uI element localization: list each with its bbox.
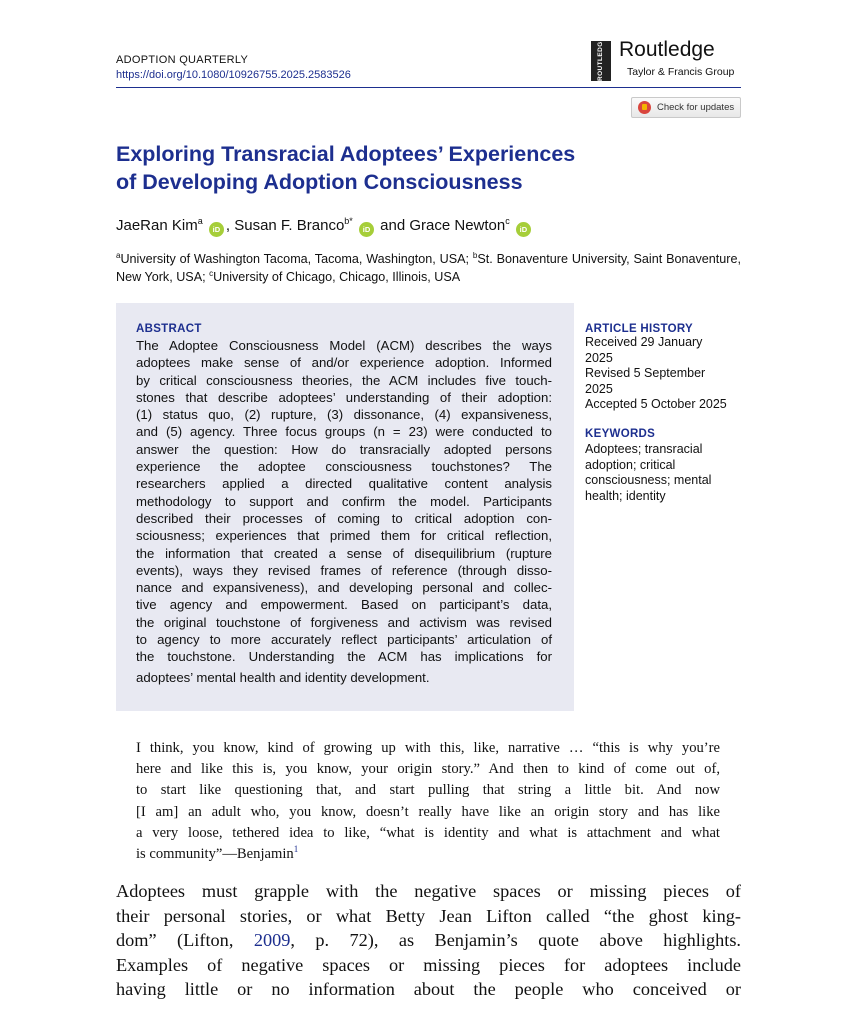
routledge-logo-icon: ROUTLEDGE xyxy=(591,41,611,81)
doi-link[interactable]: https://doi.org/10.1080/10926755.2025.2583526 xyxy=(116,69,351,81)
abstract-line: the information that created a sense of disequilibrium (rupture xyxy=(136,545,552,561)
orcid-icon[interactable]: iD xyxy=(209,222,224,237)
quote-line: a very loose, tethered idea to like, “what is identity and what is attachment and what xyxy=(136,824,720,841)
affil-sup: c xyxy=(209,268,214,278)
abstract-line: tive agency and empowerment. Based on participant’s data, xyxy=(136,597,552,613)
affil-sup: b xyxy=(472,250,478,260)
quote-last-line xyxy=(136,844,720,865)
abstract-line: by critical consciousness theories, the ACM includes five touch- xyxy=(136,372,552,388)
abstract-line: events), ways they revised frames of reference (through disso- xyxy=(136,562,552,578)
keyword-line: adoption; critical xyxy=(585,457,676,472)
footnote-link[interactable]: 1 xyxy=(293,844,299,855)
abstract-line: sciousness; experiences that primed them for critical reflection, xyxy=(136,528,552,544)
quote-line: is community”—Benjamin xyxy=(136,845,294,862)
body-line: having little or no information about the people who conceived or xyxy=(116,979,741,999)
publisher-name: Routledge xyxy=(619,38,715,61)
orcid-icon[interactable]: iD xyxy=(516,222,531,237)
body-text: dom” (Lifton, xyxy=(116,930,254,950)
quote-line: I think, you know, kind of growing up with this, like, narrative … “this is why you’re xyxy=(136,740,720,756)
history-line: 2025 xyxy=(585,381,613,396)
article-history xyxy=(585,323,745,413)
check-for-updates-label: Check for updates xyxy=(657,102,735,113)
abstract-line: researchers applied a directed qualitative content analysis xyxy=(136,476,552,492)
abstract-line: experience the adoptee consciousness touchstones? The xyxy=(136,459,552,475)
affil-text: University of Washington Tacoma, Tacoma, Washington, USA; xyxy=(120,252,473,266)
abstract-line: (1) status quo, (2) rupture, (3) dissonance, (4) expansiveness, xyxy=(136,407,552,423)
publisher-subtitle: Taylor & Francis Group xyxy=(627,66,735,78)
abstract-line: The Adoptee Consciousness Model (ACM) describes the ways xyxy=(136,338,552,353)
abstract-line: and (5) agency. Three focus groups (n = 23) were conducted to xyxy=(136,424,552,440)
article-title xyxy=(116,140,676,196)
title-line: of Developing Adoption Consciousness xyxy=(116,170,523,194)
author-affil-sup: b* xyxy=(344,216,353,226)
journal-name: ADOPTION QUARTERLY xyxy=(116,54,249,66)
publisher-logo xyxy=(591,38,751,84)
abstract-line: adoptees’ mental health and identity development. xyxy=(136,669,430,685)
block-quote xyxy=(136,738,720,865)
author-list xyxy=(116,217,533,237)
author-separator: , xyxy=(225,217,235,234)
body-line: Examples of negative spaces or missing pieces for adoptees include xyxy=(116,954,741,975)
abstract-line: nance and expansiveness), and developing personal and collec- xyxy=(136,580,552,596)
crossmark-icon xyxy=(638,101,651,114)
keywords-list xyxy=(585,442,745,504)
history-line: Revised 5 September xyxy=(585,366,706,380)
abstract-heading: ABSTRACT xyxy=(136,323,202,335)
citation-link[interactable]: 2009 xyxy=(253,930,291,950)
keyword-line: consciousness; mental xyxy=(585,473,712,487)
keyword-line: Adoptees; transracial xyxy=(585,442,703,456)
history-line: Received 29 January xyxy=(585,335,703,349)
body-line: their personal stories, or what Betty Jean Lifton called “the ghost king- xyxy=(116,905,741,926)
author-name[interactable]: Susan F. Branco xyxy=(234,217,345,234)
affil-text: University of Chicago, Chicago, Illinois, USA xyxy=(213,270,461,284)
abstract-line: methodology to support and confirm the model. Participants xyxy=(136,493,552,509)
keywords-heading: KEYWORDS xyxy=(585,428,656,440)
author-affil-sup: a xyxy=(197,216,203,226)
orcid-icon[interactable]: iD xyxy=(359,222,374,237)
affil-text: St. Bonaventure University, Saint Bonaventure, New York, USA; xyxy=(116,252,741,284)
author-affil-sup: c xyxy=(505,216,510,226)
quote-line: here and like this is, you know, your origin story.” And then to kind of come out of, xyxy=(136,761,720,778)
keyword-line: health; identity xyxy=(585,488,666,503)
author-name[interactable]: JaeRan Kim xyxy=(116,217,198,234)
title-line: Exploring Transracial Adoptees’ Experiences xyxy=(116,142,576,166)
abstract-line: adoptees make sense of and/or experience adoption. Informed xyxy=(136,355,552,371)
abstract-line: the touchstone. Understanding the ACM has implications for xyxy=(136,649,552,665)
article-history-heading: ARTICLE HISTORY xyxy=(585,323,694,335)
quote-line: to start like questioning that, and start pulling that string a little bit. And now xyxy=(136,782,720,799)
history-line: Accepted 5 October 2025 xyxy=(585,397,727,411)
abstract-line: the original touchstone of forgiveness and activism was revised xyxy=(136,614,552,630)
abstract-line: stones that describe adoptees’ understanding of their adoption: xyxy=(136,389,552,405)
body-line-citation xyxy=(116,928,741,953)
quote-line: [I am] an adult who, you know, doesn’t really have like an origin story and has like xyxy=(136,803,720,820)
abstract-line: answer the question: How do transracially adopted persons xyxy=(136,441,552,457)
abstract-text xyxy=(136,337,552,686)
check-for-updates-button[interactable] xyxy=(631,97,741,118)
author-name[interactable]: Grace Newton xyxy=(409,217,506,234)
header-divider xyxy=(116,87,741,88)
abstract-line: described their processes of coming to critical adoption con- xyxy=(136,510,552,526)
author-separator: and xyxy=(375,217,410,234)
history-line: 2025 xyxy=(585,350,613,365)
abstract-line: to agency to more accurately reflect participants’ articulation of xyxy=(136,632,552,648)
body-line: Adoptees must grapple with the negative spaces or missing pieces of xyxy=(116,881,741,901)
body-text: , p. 72), as Benjamin’s quote above highlights. xyxy=(290,930,742,950)
body-paragraph xyxy=(116,879,741,1002)
affiliations xyxy=(116,250,741,286)
affil-sup: a xyxy=(116,250,121,260)
